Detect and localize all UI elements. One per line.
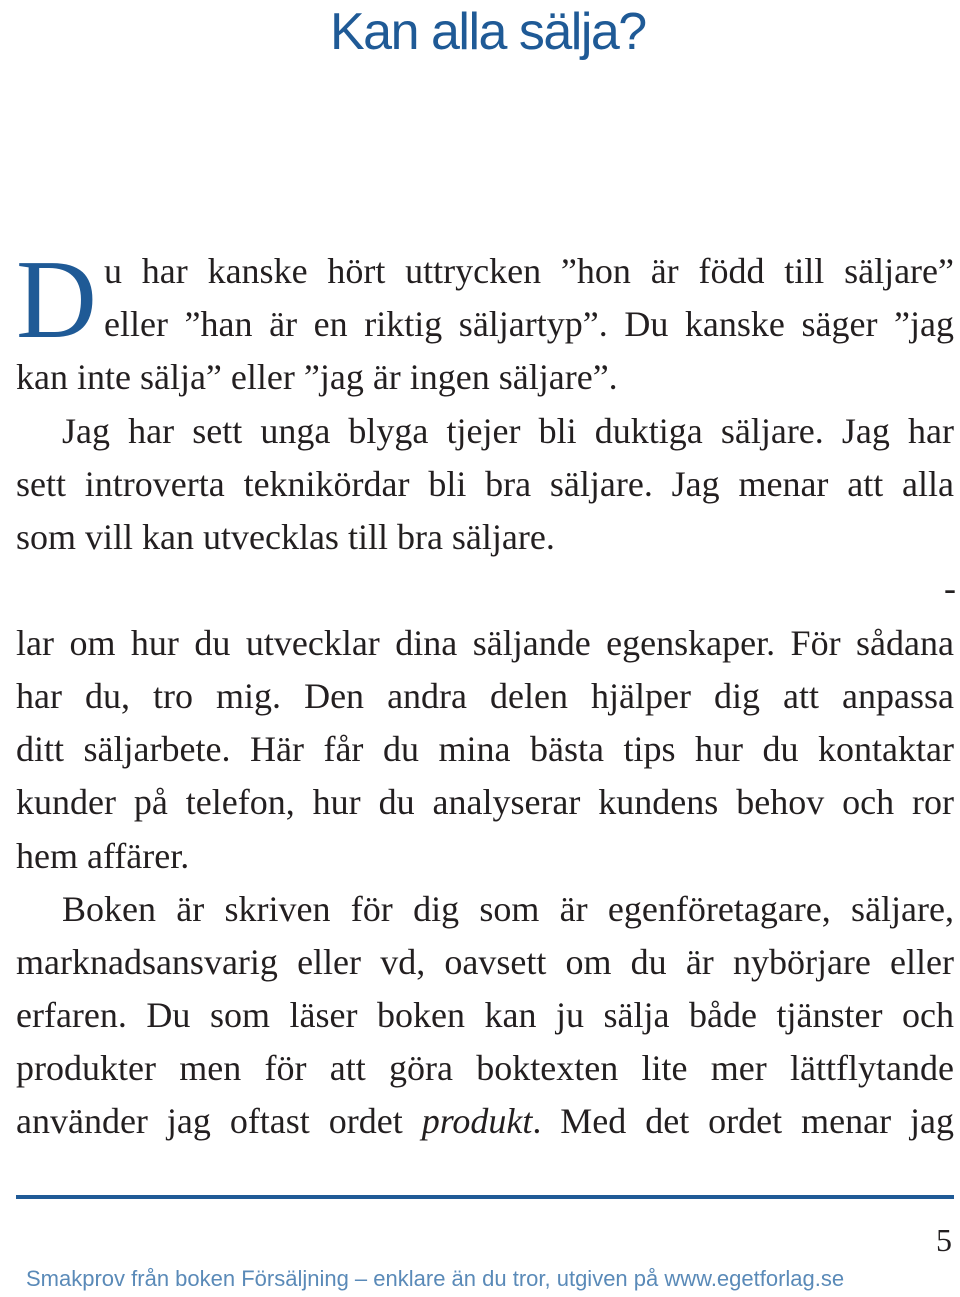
body-line: ditt säljarbete. Här får du mina bästa tips hur du kontaktar (16, 729, 954, 769)
body-line-last (16, 1101, 954, 1145)
footer-rule (16, 1195, 954, 1199)
emphasis-word: produkt (421, 1101, 533, 1141)
body-line: Boken är skriven för dig som är egenföretagare, säljare, (62, 889, 954, 929)
body-line: kan inte sälja” eller ”jag är ingen säljare”. (16, 357, 618, 397)
body-line: Jag har sett unga blyga tjejer bli duktiga säljare. Jag har (62, 411, 954, 451)
body-line: sett introverta teknikördar bli bra säljare. Jag menar att alla (16, 464, 954, 504)
body-line: har du, tro mig. Den andra delen hjälper dig att anpassa (16, 676, 954, 716)
hyphen-mark: - (944, 568, 956, 608)
text-run: . Med det ordet menar jag (532, 1101, 954, 1141)
footer-text: Smakprov från boken Försäljning – enklare än du tror, utgiven på www.egetforlag.se (26, 1266, 845, 1291)
body-line: erfaren. Du som läser boken kan ju sälja både tjänster och (16, 995, 954, 1035)
body-line: produkter men för att göra boktexten lite mer lättflytande (16, 1048, 954, 1088)
body-line: eller ”han är en riktig säljartyp”. Du kanske säger ”jag (104, 304, 954, 344)
body-line: lar om hur du utvecklar dina säljande egenskaper. För sådana (16, 623, 954, 663)
body-line: kunder på telefon, hur du analyserar kundens behov och ror (16, 782, 954, 822)
body-line: som vill kan utvecklas till bra säljare. (16, 517, 555, 557)
body-line: hem affärer. (16, 836, 190, 876)
body-line: u har kanske hört uttrycken ”hon är född till säljare” (104, 251, 954, 291)
body-line: marknadsansvarig eller vd, oavsett om du är nybörjare eller (16, 942, 954, 982)
text-run: använder jag oftast ordet (16, 1101, 422, 1141)
page-title: Kan alla sälja? (330, 3, 646, 61)
page-number: 5 (936, 1222, 952, 1258)
drop-cap: D (16, 238, 97, 362)
